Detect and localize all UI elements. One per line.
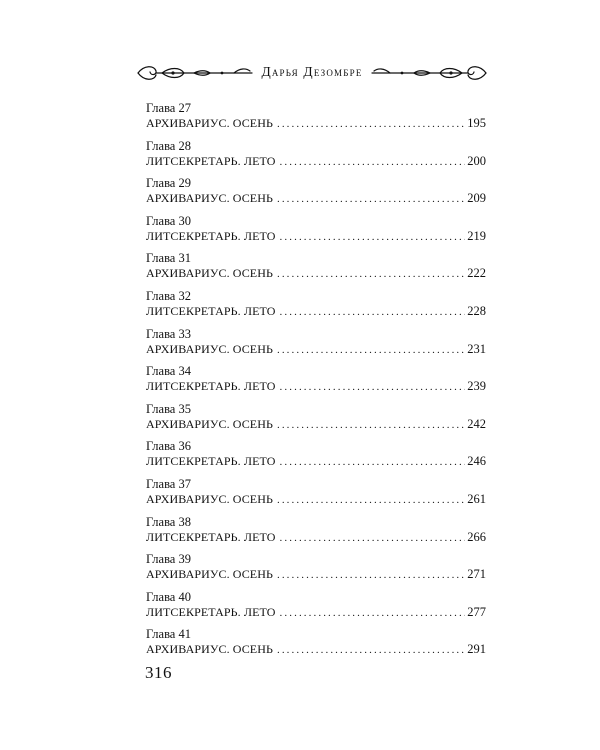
toc-chapter-label: Глава 33 (146, 326, 191, 341)
toc-chapter-label: Глава 38 (146, 514, 191, 529)
toc-page-number: 246 (467, 454, 486, 469)
toc-page-number: 239 (467, 379, 486, 394)
toc-page-number: 200 (467, 153, 486, 168)
toc-leader-dots (277, 117, 465, 131)
toc-entry (146, 214, 486, 252)
toc-title-line (146, 116, 486, 131)
toc-entry (146, 477, 486, 515)
toc-entry (146, 139, 486, 177)
toc-title: ЛИТСЕКРЕТАРЬ. ЛЕТО (146, 454, 276, 469)
toc-leader-dots (280, 606, 466, 620)
toc-page-number: 228 (467, 303, 486, 318)
toc-entry (146, 515, 486, 553)
toc-title: АРХИВАРИУС. ОСЕНЬ (146, 341, 273, 356)
toc-entry (146, 439, 486, 477)
toc-leader-dots (277, 267, 465, 281)
toc-page-number: 219 (467, 228, 486, 243)
toc-title: АРХИВАРИУС. ОСЕНЬ (146, 642, 273, 657)
toc-title: ЛИТСЕКРЕТАРЬ. ЛЕТО (146, 604, 276, 619)
toc-leader-dots (280, 531, 466, 545)
toc-title-line (146, 454, 486, 469)
toc-title-line (146, 266, 486, 281)
toc-page-number: 231 (467, 341, 486, 356)
toc-leader-dots (277, 192, 465, 206)
toc-entry (146, 627, 486, 665)
toc-title: АРХИВАРИУС. ОСЕНЬ (146, 191, 273, 206)
toc-title: ЛИТСЕКРЕТАРЬ. ЛЕТО (146, 153, 276, 168)
toc-page-number: 261 (467, 491, 486, 506)
toc-entry (146, 552, 486, 590)
toc-title: АРХИВАРИУС. ОСЕНЬ (146, 266, 273, 281)
toc-title-line (146, 342, 486, 357)
toc-chapter-label: Глава 29 (146, 176, 191, 191)
toc-page-number: 291 (467, 642, 486, 657)
table-of-contents (146, 101, 486, 665)
toc-chapter-label: Глава 32 (146, 288, 191, 303)
toc-title-line (146, 229, 486, 244)
toc-leader-dots (277, 643, 465, 657)
toc-leader-dots (280, 455, 466, 469)
toc-chapter-label: Глава 27 (146, 101, 191, 115)
toc-title-line (146, 567, 486, 582)
toc-title: ЛИТСЕКРЕТАРЬ. ЛЕТО (146, 379, 276, 394)
toc-page-number: 266 (467, 529, 486, 544)
toc-entry (146, 289, 486, 327)
toc-chapter-label: Глава 34 (146, 364, 191, 379)
toc-leader-dots (277, 343, 465, 357)
toc-title: АРХИВАРИУС. ОСЕНЬ (146, 416, 273, 431)
toc-leader-dots (280, 305, 466, 319)
toc-entry (146, 590, 486, 628)
toc-title-line (146, 154, 486, 169)
toc-title-line (146, 492, 486, 507)
running-title (134, 64, 490, 80)
toc-leader-dots (277, 568, 465, 582)
toc-entry (146, 327, 486, 365)
toc-entry (146, 101, 486, 139)
toc-title-line (146, 642, 486, 657)
toc-title-line (146, 379, 486, 394)
toc-chapter-label: Глава 41 (146, 627, 191, 642)
toc-chapter-label: Глава 37 (146, 476, 191, 491)
toc-page-number: 271 (467, 567, 486, 582)
toc-title-line (146, 304, 486, 319)
toc-chapter-label: Глава 31 (146, 251, 191, 266)
toc-page-number: 209 (467, 191, 486, 206)
toc-chapter-label: Глава 35 (146, 401, 191, 416)
toc-leader-dots (280, 230, 466, 244)
toc-chapter-label: Глава 30 (146, 213, 191, 228)
toc-chapter-label: Глава 40 (146, 589, 191, 604)
toc-entry (146, 364, 486, 402)
page-number: 316 (145, 663, 172, 682)
toc-title: АРХИВАРИУС. ОСЕНЬ (146, 491, 273, 506)
toc-title: ЛИТСЕКРЕТАРЬ. ЛЕТО (146, 529, 276, 544)
toc-page-number: 195 (467, 116, 486, 130)
toc-title: АРХИВАРИУС. ОСЕНЬ (146, 116, 273, 130)
toc-leader-dots (277, 493, 465, 507)
toc-page-number: 222 (467, 266, 486, 281)
toc-chapter-label: Глава 39 (146, 552, 191, 567)
toc-title-line (146, 191, 486, 206)
toc-title: АРХИВАРИУС. ОСЕНЬ (146, 567, 273, 582)
toc-chapter-label: Глава 36 (146, 439, 191, 454)
toc-entry (146, 402, 486, 440)
toc-title: ЛИТСЕКРЕТАРЬ. ЛЕТО (146, 303, 276, 318)
toc-leader-dots (280, 380, 466, 394)
running-title-text: Дарья Дезомбре (255, 64, 368, 79)
toc-leader-dots (280, 155, 466, 169)
toc-title-line (146, 530, 486, 545)
toc-title-line (146, 417, 486, 432)
toc-chapter-label: Глава 28 (146, 138, 191, 153)
toc-entry (146, 176, 486, 214)
toc-leader-dots (277, 418, 465, 432)
toc-page-number: 242 (467, 416, 486, 431)
toc-title-line (146, 605, 486, 620)
toc-entry (146, 251, 486, 289)
toc-title: ЛИТСЕКРЕТАРЬ. ЛЕТО (146, 228, 276, 243)
toc-page-number: 277 (467, 604, 486, 619)
running-header (134, 62, 490, 84)
